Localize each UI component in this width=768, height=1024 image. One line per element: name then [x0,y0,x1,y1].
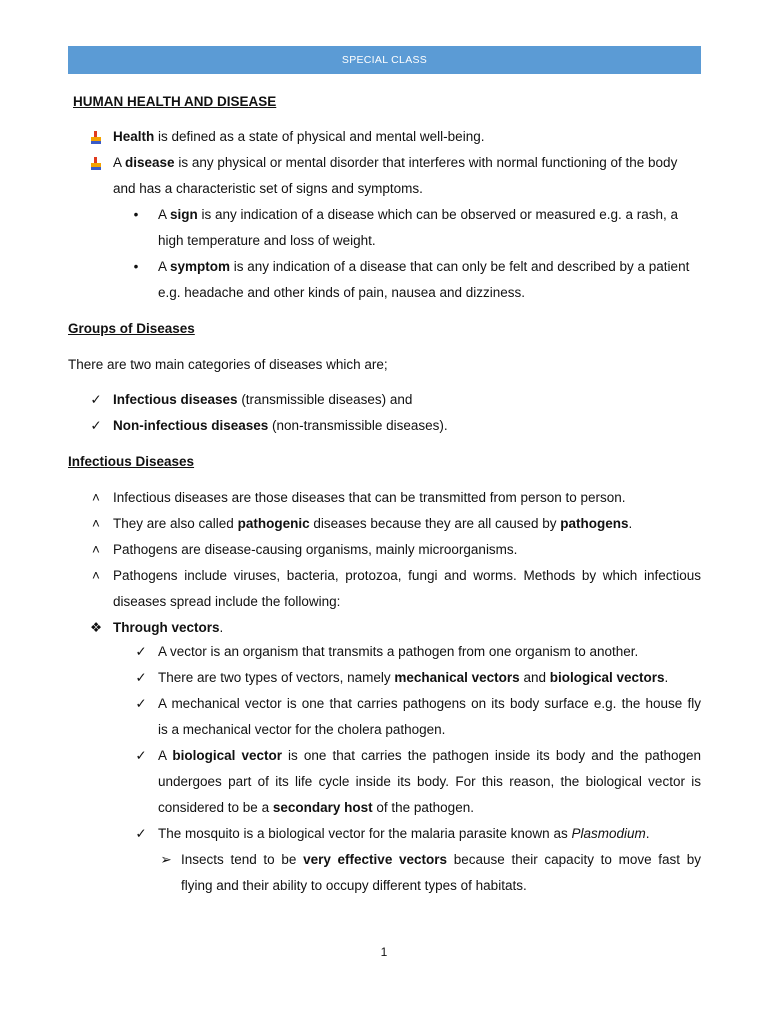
sign-definition: A sign is any indication of a disease which can be observed or measured e.g. a rash, a [158,207,679,222]
vector-point-5: The mosquito is a biological vector for the malaria parasite known as Plasmodium. [158,826,650,841]
pointing-hand-icon [89,131,103,145]
caret-icon: ˄ [92,490,100,505]
groups-lead: There are two main categories of diseases which are; [68,357,388,372]
banner-text: SPECIAL CLASS [341,54,428,66]
health-definition: Health is defined as a state of physical and mental well-being. [113,129,485,144]
check-icon: ✓ [135,748,147,763]
groups-heading: Groups of Diseases [68,321,195,336]
caret-icon: ˄ [92,542,100,557]
header-banner [68,46,701,74]
infectious-p4-cont: diseases spread include the following: [113,594,341,609]
vector-point-3-cont: is a mechanical vector for the cholera pathogen. [158,722,446,737]
infectious-p2: They are also called pathogenic diseases because they are all caused by pathogens. [113,516,633,531]
vector-point-4-end: considered to be a secondary host of the pathogen. [158,800,474,815]
check-icon: ✓ [135,826,147,841]
arrow-icon: ➢ [160,852,172,867]
check-icon: ✓ [90,418,102,433]
infectious-p4: Pathogens include viruses, bacteria, protozoa, fungi and worms. Methods by which infectious [113,568,701,583]
pointing-hand-icon [89,157,103,171]
infectious-p3: Pathogens are disease-causing organisms, mainly microorganisms. [113,542,518,557]
infectious-p1: Infectious diseases are those diseases that can be transmitted from person to person. [113,490,626,505]
vector-point-1: A vector is an organism that transmits a pathogen from one organism to another. [158,644,639,659]
vector-point-6: Insects tend to be very effective vectors because their capacity to move fast by [181,852,701,867]
bullet-icon: • [133,207,139,222]
check-icon: ✓ [135,670,147,685]
check-icon: ✓ [135,696,147,711]
bullet-icon: • [133,259,139,274]
diamond-icon: ❖ [89,620,103,635]
disease-definition-cont: and has a characteristic set of signs and symptoms. [113,181,423,196]
caret-icon: ˄ [92,516,100,531]
page-title: HUMAN HEALTH AND DISEASE [73,94,277,109]
sign-definition-cont: high temperature and loss of weight. [158,233,376,248]
disease-definition: A disease is any physical or mental disorder that interferes with normal functioning of the body [113,155,678,170]
vector-point-3: A mechanical vector is one that carries pathogens on its body surface e.g. the house fly [158,696,701,711]
group-item-infectious: Infectious diseases (transmissible diseases) and [113,392,413,407]
vector-point-6-cont: flying and their ability to occupy different types of habitats. [181,878,527,893]
page-number: 1 [380,945,388,959]
vector-point-4: A biological vector is one that carries the pathogen inside its body and the pathogen [158,748,701,763]
symptom-definition-cont: e.g. headache and other kinds of pain, nausea and dizziness. [158,285,526,300]
vectors-subheading: Through vectors. [113,620,224,635]
check-icon: ✓ [90,392,102,407]
group-item-non-infectious: Non-infectious diseases (non-transmissible diseases). [113,418,448,433]
symptom-definition: A symptom is any indication of a disease that can only be felt and described by a patient [158,259,690,274]
check-icon: ✓ [135,644,147,659]
infectious-heading: Infectious Diseases [68,454,195,469]
vector-point-4-cont: undergoes part of its life cycle inside its body. For this reason, the biological vector is [158,774,701,789]
vector-point-2: There are two types of vectors, namely mechanical vectors and biological vectors. [158,670,669,685]
caret-icon: ˄ [92,568,100,583]
